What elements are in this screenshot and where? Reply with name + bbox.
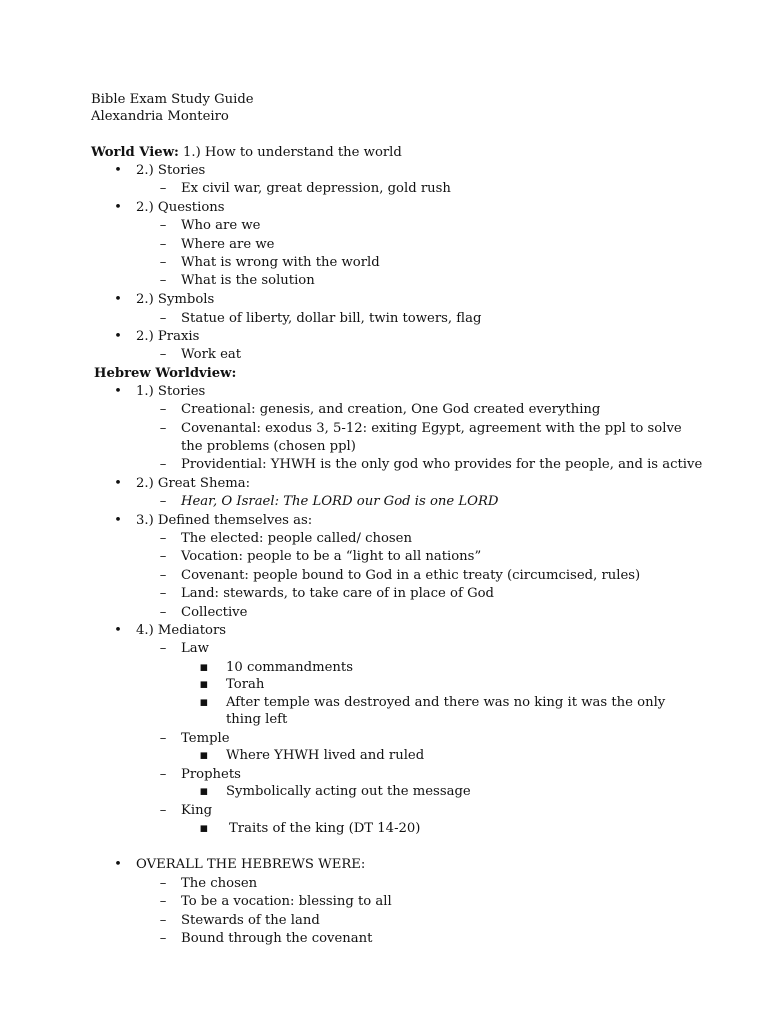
list-item-text: After temple was destroyed and there was no king it was the only	[226, 695, 666, 710]
dash-marker: –	[159, 457, 167, 472]
list-item-text: Stewards of the land	[181, 913, 320, 928]
list-item-text: Traits of the king (DT 14-20)	[229, 821, 421, 836]
bullet-marker: •	[114, 476, 122, 491]
square-marker: ▪	[199, 784, 209, 799]
list-item-text: 1.) Stories	[136, 384, 206, 399]
list-item-text: Ex civil war, great depression, gold rush	[181, 181, 451, 196]
dash-marker: –	[159, 641, 167, 656]
list-item-text: Statue of liberty, dollar bill, twin towers, flag	[181, 311, 482, 326]
square-marker: ▪	[199, 660, 209, 675]
dash-marker: –	[159, 273, 167, 288]
dash-marker: –	[159, 605, 167, 620]
dash-marker: –	[159, 181, 167, 196]
dash-marker: –	[159, 767, 167, 782]
dash-marker: –	[159, 494, 167, 509]
list-item-text: 2.) Praxis	[136, 329, 200, 344]
list-item-text: Where YHWH lived and ruled	[226, 748, 425, 763]
list-item-text: 4.) Mediators	[136, 623, 227, 638]
dash-marker: –	[159, 876, 167, 891]
bullet-marker: •	[114, 857, 122, 872]
dash-marker: –	[159, 311, 167, 326]
dash-marker: –	[159, 531, 167, 546]
dash-marker: –	[159, 931, 167, 946]
dash-marker: –	[159, 218, 167, 233]
bullet-marker: •	[114, 384, 122, 399]
list-item-text: 2.) Symbols	[136, 292, 215, 307]
list-item-text: 10 commandments	[226, 660, 353, 675]
list-item-text: To be a vocation: blessing to all	[181, 894, 392, 909]
bullet-marker: •	[114, 163, 122, 178]
list-item-text: the problems (chosen ppl)	[181, 439, 356, 454]
dash-marker: –	[159, 237, 167, 252]
list-item-text: Temple	[181, 731, 230, 746]
list-item-text: Covenant: people bound to God in a ethic treaty (circumcised, rules)	[181, 568, 641, 583]
list-item-text: OVERALL THE HEBREWS WERE:	[136, 857, 366, 872]
dash-marker: –	[159, 586, 167, 601]
world-view-heading: World View:	[91, 145, 179, 160]
bullet-marker: •	[114, 292, 122, 307]
dash-marker: –	[159, 402, 167, 417]
list-item-text: 2.) Questions	[136, 200, 225, 215]
square-marker: ▪	[199, 695, 209, 710]
list-item-text: Law	[181, 641, 209, 656]
list-item-text: Collective	[181, 605, 248, 620]
list-item-text: Who are we	[181, 218, 261, 233]
doc-author: Alexandria Monteiro	[91, 109, 229, 124]
doc-title: Bible Exam Study Guide	[91, 92, 254, 107]
list-item-text: The elected: people called/ chosen	[181, 531, 412, 546]
list-item-text: Torah	[226, 677, 265, 692]
list-item-text: Bound through the covenant	[181, 931, 373, 946]
list-item-text: The chosen	[181, 876, 258, 891]
dash-marker: –	[159, 347, 167, 362]
dash-marker: –	[159, 803, 167, 818]
list-item-text: Land: stewards, to take care of in place of God	[181, 586, 494, 601]
list-item-text: What is wrong with the world	[181, 255, 380, 270]
list-item-text: Covenantal: exodus 3, 5-12: exiting Egypt, agreement with the ppl to solve	[181, 421, 682, 436]
hebrew-heading: Hebrew Worldview:	[94, 366, 237, 381]
list-item-text: Providential: YHWH is the only god who provides for the people, and is active	[181, 457, 703, 472]
list-item-text: thing left	[226, 712, 288, 727]
list-item-text: King	[181, 803, 213, 818]
square-marker: ▪	[199, 748, 209, 763]
list-item-text: What is the solution	[181, 273, 315, 288]
list-item-text: Work eat	[181, 347, 242, 362]
list-item-text: Where are we	[181, 237, 275, 252]
list-item-text: 3.) Defined themselves as:	[136, 513, 313, 528]
dash-marker: –	[159, 549, 167, 564]
square-marker: ▪	[199, 821, 209, 836]
square-marker: ▪	[199, 677, 209, 692]
shema-quote: Hear, O Israel: The LORD our God is one LORD	[181, 494, 499, 509]
list-item-text: 2.) Stories	[136, 163, 206, 178]
bullet-marker: •	[114, 623, 122, 638]
list-item-text: 2.) Great Shema:	[136, 476, 251, 491]
dash-marker: –	[159, 421, 167, 436]
world-view-heading-rest: 1.) How to understand the world	[183, 145, 402, 160]
dash-marker: –	[159, 913, 167, 928]
dash-marker: –	[159, 731, 167, 746]
list-item-text: Prophets	[181, 767, 241, 782]
bullet-marker: •	[114, 513, 122, 528]
bullet-marker: •	[114, 200, 122, 215]
dash-marker: –	[159, 255, 167, 270]
dash-marker: –	[159, 568, 167, 583]
bullet-marker: •	[114, 329, 122, 344]
dash-marker: –	[159, 894, 167, 909]
list-item-text: Vocation: people to be a “light to all nations”	[181, 549, 482, 564]
list-item-text: Creational: genesis, and creation, One God created everything	[181, 402, 601, 417]
list-item-text: Symbolically acting out the message	[226, 784, 471, 799]
